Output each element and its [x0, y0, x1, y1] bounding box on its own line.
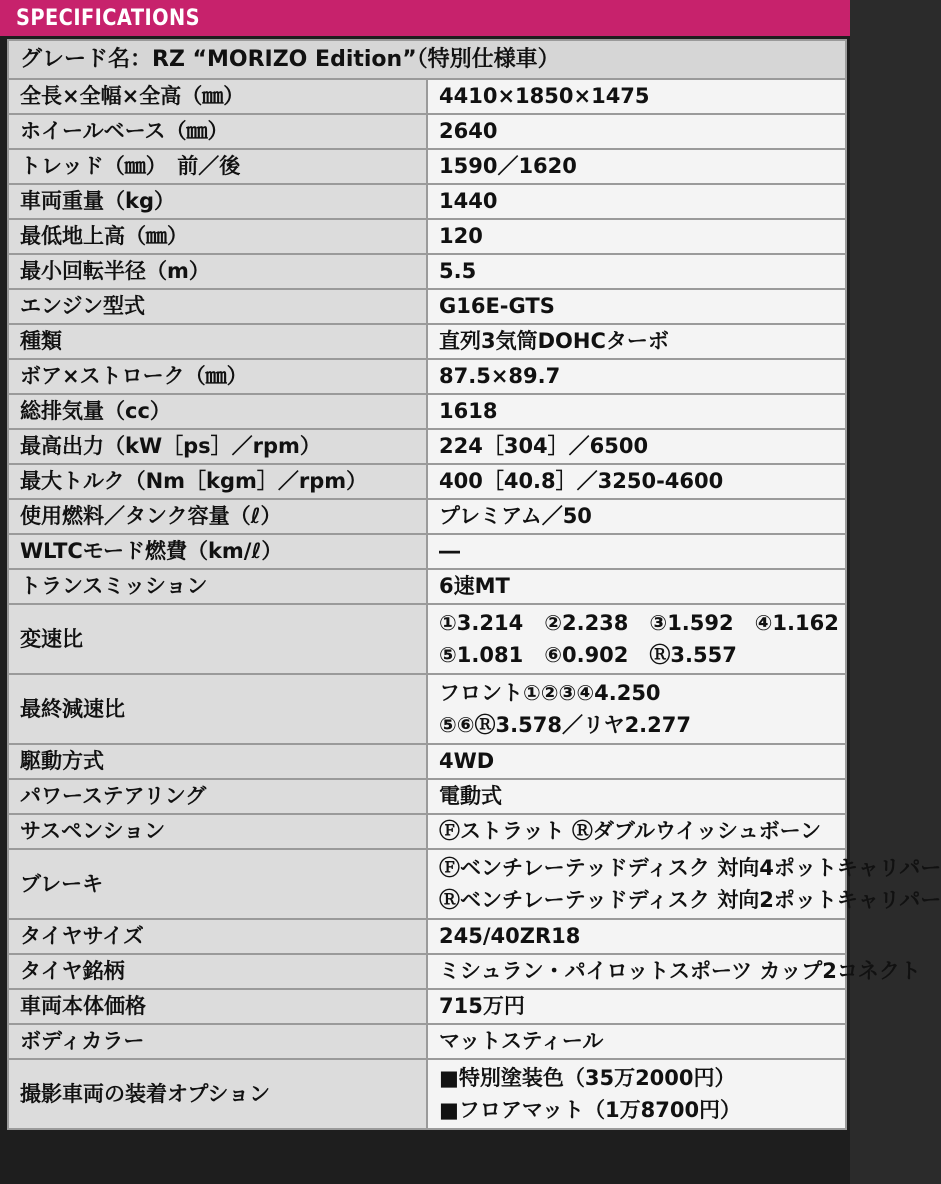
spec-value-line: ⑤⑥Ⓡ3.578／リヤ2.277	[439, 713, 691, 737]
spec-value-line: 1440	[439, 189, 498, 213]
spec-row	[8, 779, 846, 814]
spec-value-line: ■特別塗装色（35万2000円）	[439, 1066, 736, 1090]
grade-row	[8, 40, 846, 79]
spec-row	[8, 569, 846, 604]
spec-label: タイヤサイズ	[8, 919, 427, 954]
spec-row	[8, 464, 846, 499]
spec-label: 総排気量（cc）	[8, 394, 427, 429]
spec-label: 駆動方式	[8, 744, 427, 779]
spec-value-line: G16E-GTS	[439, 294, 555, 318]
spec-row	[8, 814, 846, 849]
spec-row	[8, 989, 846, 1024]
spec-value	[427, 534, 846, 569]
spec-row	[8, 289, 846, 324]
spec-label: トランスミッション	[8, 569, 427, 604]
spec-value	[427, 149, 846, 184]
spec-row	[8, 149, 846, 184]
spec-row	[8, 79, 846, 114]
spec-label: 使用燃料／タンク容量（ℓ）	[8, 499, 427, 534]
spec-value	[427, 814, 846, 849]
spec-row	[8, 604, 846, 674]
spec-label: 最低地上高（㎜）	[8, 219, 427, 254]
spec-value	[427, 849, 941, 919]
spec-row	[8, 114, 846, 149]
spec-row	[8, 324, 846, 359]
spec-label: ブレーキ	[8, 849, 427, 919]
spec-label: 車両本体価格	[8, 989, 427, 1024]
spec-value	[427, 569, 846, 604]
spec-row	[8, 499, 846, 534]
spec-value-line: Ⓡベンチレーテッドディスク 対向2ポットキャリパー	[439, 888, 941, 912]
spec-value	[427, 359, 846, 394]
spec-value	[427, 1024, 846, 1059]
spec-row	[8, 359, 846, 394]
spec-row	[8, 849, 846, 919]
spec-value	[427, 989, 846, 1024]
spec-label: サスペンション	[8, 814, 427, 849]
spec-label: 最高出力（kW［ps］／rpm）	[8, 429, 427, 464]
spec-label: 撮影車両の装着オプション	[8, 1059, 427, 1129]
spec-value	[427, 779, 846, 814]
spec-label: 車両重量（kg）	[8, 184, 427, 219]
spec-value	[427, 674, 846, 744]
spec-value	[427, 219, 846, 254]
spec-value	[427, 79, 846, 114]
spec-value-line: 715万円	[439, 994, 525, 1018]
spec-label: エンジン型式	[8, 289, 427, 324]
spec-label: 変速比	[8, 604, 427, 674]
spec-label: 最大トルク（Nm［kgm］／rpm）	[8, 464, 427, 499]
spec-label: パワーステアリング	[8, 779, 427, 814]
spec-row	[8, 534, 846, 569]
spec-row	[8, 429, 846, 464]
spec-value	[427, 324, 846, 359]
section-title: SPECIFICATIONS	[16, 5, 201, 31]
spec-value	[427, 744, 846, 779]
spec-label: WLTCモード燃費（km/ℓ）	[8, 534, 427, 569]
spec-value-line: ―	[439, 539, 460, 563]
spec-label: 種類	[8, 324, 427, 359]
spec-value-line: 電動式	[439, 784, 502, 808]
spec-value	[427, 464, 846, 499]
spec-value-line: ⑤1.081 ⑥0.902 Ⓡ3.557	[439, 643, 737, 667]
spec-label: ホイールベース（㎜）	[8, 114, 427, 149]
spec-value-line: プレミアム／50	[439, 504, 592, 528]
spec-value-line: 245/40ZR18	[439, 924, 581, 948]
spec-row	[8, 184, 846, 219]
spec-label: 全長×全幅×全高（㎜）	[8, 79, 427, 114]
spec-value-line: ミシュラン・パイロットスポーツ カップ2コネクト	[439, 959, 921, 983]
spec-value	[427, 499, 846, 534]
spec-value-line: 5.5	[439, 259, 477, 283]
spec-value	[427, 184, 846, 219]
spec-value-line: 4WD	[439, 749, 495, 773]
spec-label: タイヤ銘柄	[8, 954, 427, 989]
spec-value	[427, 954, 921, 989]
spec-row	[8, 1059, 846, 1129]
spec-value	[427, 289, 846, 324]
spec-value-line: フロント①②③④4.250	[439, 681, 661, 705]
spec-row	[8, 919, 846, 954]
spec-value-line: 4410×1850×1475	[439, 84, 650, 108]
spec-label: ボア×ストローク（㎜）	[8, 359, 427, 394]
spec-label: 最終減速比	[8, 674, 427, 744]
spec-value	[427, 919, 846, 954]
spec-value-line: 224［304］／6500	[439, 434, 649, 458]
spec-value-line: ①3.214 ②2.238 ③1.592 ④1.162	[439, 611, 839, 635]
spec-table	[7, 39, 941, 1130]
spec-value	[427, 254, 846, 289]
spec-value-line: 120	[439, 224, 483, 248]
spec-value-line: 400［40.8］／3250-4600	[439, 469, 724, 493]
spec-row	[8, 954, 846, 989]
spec-value-line: 87.5×89.7	[439, 364, 561, 388]
spec-value-line: Ⓕストラット Ⓡダブルウイッシュボーン	[439, 819, 822, 843]
grade-name: グレード名：RZ “MORIZO Edition”（特別仕様車）	[8, 40, 846, 79]
spec-value	[427, 394, 846, 429]
spec-label: トレッド（㎜） 前／後	[8, 149, 427, 184]
spec-label: ボディカラー	[8, 1024, 427, 1059]
spec-row	[8, 744, 846, 779]
spec-value-line: Ⓕベンチレーテッドディスク 対向4ポットキャリパー	[439, 856, 941, 880]
spec-value-line: マットスティール	[439, 1029, 604, 1053]
spec-value-line: ■フロアマット（1万8700円）	[439, 1098, 742, 1122]
spec-value-line: 2640	[439, 119, 498, 143]
spec-row	[8, 674, 846, 744]
spec-value	[427, 604, 846, 674]
spec-value	[427, 429, 846, 464]
spec-value-line: 1590／1620	[439, 154, 577, 178]
spec-value-line: 1618	[439, 399, 498, 423]
spec-value-line: 直列3気筒DOHCターボ	[439, 329, 669, 353]
section-header	[0, 0, 850, 36]
spec-row	[8, 219, 846, 254]
spec-row	[8, 1024, 846, 1059]
spec-label: 最小回転半径（m）	[8, 254, 427, 289]
spec-value-line: 6速MT	[439, 574, 510, 598]
spec-value	[427, 114, 846, 149]
spec-value	[427, 1059, 846, 1129]
spec-row	[8, 394, 846, 429]
spec-row	[8, 254, 846, 289]
